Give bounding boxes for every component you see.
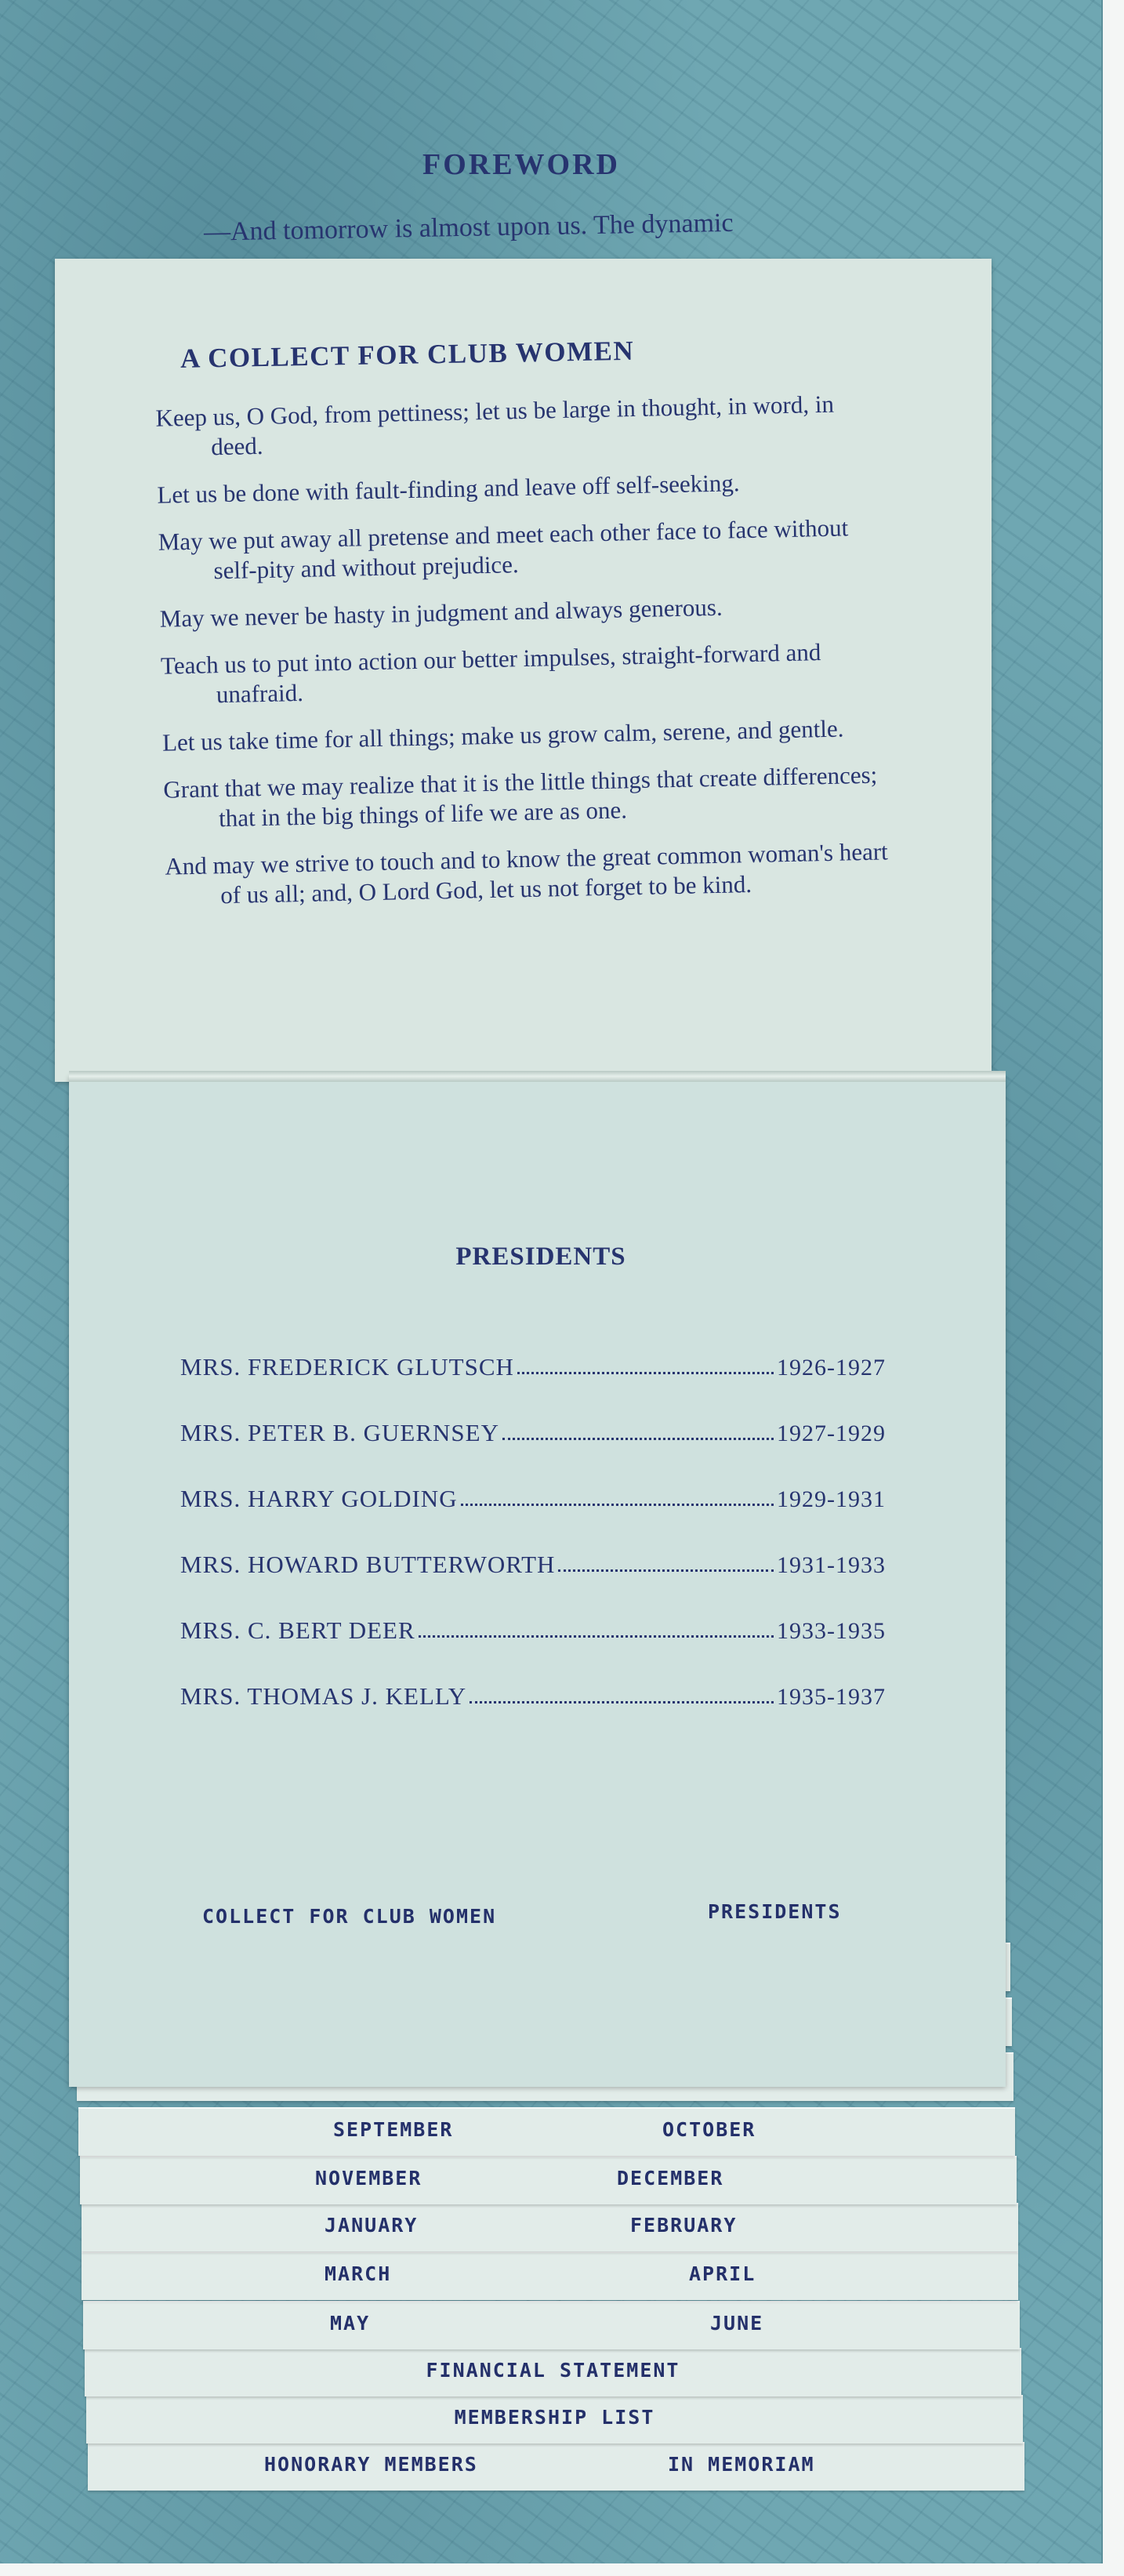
tab-september-label: SEPTEMBER — [333, 2118, 454, 2141]
tab-may-label: MAY — [330, 2312, 371, 2335]
tab-membership-list[interactable] — [86, 2395, 1023, 2444]
collect-line: Let us take time for all things; make us grow calm, serene, and gentle. — [161, 714, 844, 756]
collect-line: Let us be done with fault-finding and leave off self-seeking. — [157, 469, 740, 509]
president-name: MRS. C. BERT DEER — [180, 1616, 415, 1644]
dot-leader — [470, 1701, 774, 1703]
president-name: MRS. FREDERICK GLUTSCH — [180, 1353, 514, 1381]
president-row — [180, 1544, 886, 1579]
tab-february-label: FEBRUARY — [630, 2214, 738, 2237]
president-name: MRS. HARRY GOLDING — [180, 1485, 458, 1512]
page-fold — [69, 1071, 1006, 1082]
tab-april-label: APRIL — [689, 2262, 756, 2285]
president-row — [180, 1478, 886, 1513]
dot-leader — [502, 1438, 774, 1440]
president-row — [180, 1610, 886, 1645]
tab-financial-label: FINANCIAL STATEMENT — [426, 2359, 680, 2382]
tab-honorary-memoriam[interactable] — [88, 2442, 1024, 2491]
tab-january-february[interactable] — [82, 2203, 1018, 2251]
tab-march-label: MARCH — [325, 2262, 392, 2285]
dot-leader — [461, 1504, 774, 1506]
foreword-text: —And tomorrow is almost upon us. The dynamic — [203, 208, 734, 247]
dot-leader — [419, 1635, 774, 1638]
dot-leader — [517, 1372, 774, 1374]
president-row — [180, 1676, 886, 1711]
president-years: 1935-1937 — [777, 1684, 886, 1710]
collect-line: And may we strive to touch and to know the great common woman's heart of us all; and, O Lord God, let us not forget to be kind. — [165, 837, 889, 909]
tab-membership-label: MEMBERSHIP LIST — [454, 2406, 655, 2429]
dot-leader — [558, 1569, 774, 1572]
collect-line: Keep us, O God, from pettiness; let us be large in thought, in word, in deed. — [155, 390, 835, 461]
tab-financial-statement[interactable] — [85, 2348, 1021, 2396]
tab-october-label: OCTOBER — [662, 2118, 756, 2141]
president-years: 1933-1935 — [777, 1618, 886, 1644]
collect-title: A COLLECT FOR CLUB WOMEN — [179, 335, 635, 374]
tab-may-june[interactable] — [83, 2301, 1020, 2349]
tab-january-label: JANUARY — [325, 2214, 419, 2237]
collect-line: May we never be hasty in judgment and always generous. — [159, 593, 723, 633]
tab-june-label: JUNE — [710, 2312, 764, 2335]
tab-march-april[interactable] — [82, 2251, 1018, 2300]
tab-honorary-label: HONORARY MEMBERS — [264, 2453, 478, 2476]
collect-line: May we put away all pretense and meet each other face to face without self-pity and without prejudice. — [158, 513, 849, 585]
tab-collect-presidents[interactable] — [69, 1896, 1006, 1939]
foreword-title: FOREWORD — [422, 148, 620, 181]
collect-text — [155, 388, 895, 928]
presidents-title: PRESIDENTS — [455, 1243, 626, 1271]
tab-september-october[interactable] — [78, 2107, 1015, 2156]
president-years: 1929-1931 — [777, 1486, 886, 1512]
tab-december-label: DECEMBER — [617, 2167, 724, 2190]
tab-presidents-label: PRESIDENTS — [708, 1900, 842, 1923]
collect-line: Teach us to put into action our better impulses, straight-forward and unafraid. — [160, 638, 821, 709]
tab-november-december[interactable] — [80, 2156, 1017, 2204]
president-years: 1931-1933 — [777, 1552, 886, 1578]
collect-line: Grant that we may realize that it is the little things that create differences; that in the big things of life we are as one. — [163, 760, 878, 833]
president-years: 1926-1927 — [777, 1355, 886, 1381]
tab-collect-label: COLLECT FOR CLUB WOMEN — [202, 1905, 497, 1928]
president-name: MRS. HOWARD BUTTERWORTH — [180, 1551, 556, 1578]
president-row — [180, 1413, 886, 1447]
president-years: 1927-1929 — [777, 1420, 886, 1446]
president-name: MRS. PETER B. GUERNSEY — [180, 1419, 499, 1446]
tab-memoriam-label: IN MEMORIAM — [668, 2453, 815, 2476]
president-name: MRS. THOMAS J. KELLY — [180, 1682, 467, 1710]
president-row — [180, 1347, 886, 1381]
tab-november-label: NOVEMBER — [315, 2167, 422, 2190]
